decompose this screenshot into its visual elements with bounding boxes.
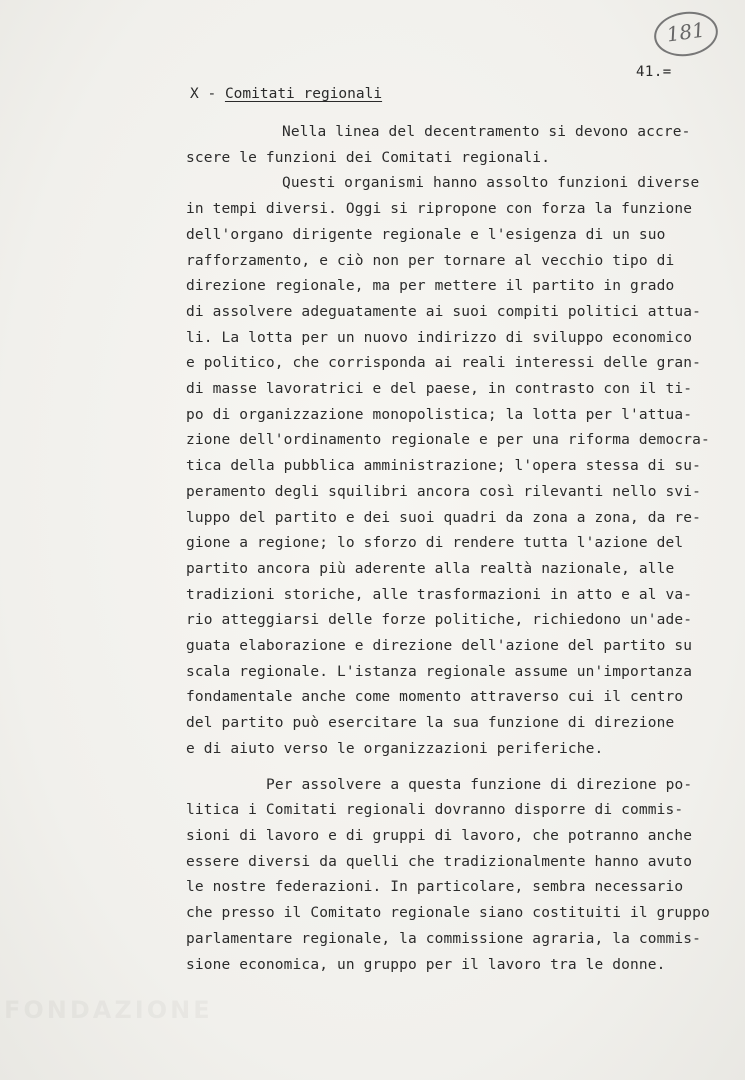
text-line: di masse lavoratrici e del paese, in contrasto con il ti-: [186, 381, 693, 398]
archive-stamp-number: 181: [665, 17, 707, 47]
text-line: in tempi diversi. Oggi si ripropone con forza la funzione: [186, 201, 693, 218]
text-line: sioni di lavoro e di gruppi di lavoro, che potranno anche: [186, 827, 693, 844]
text-line: le nostre federazioni. In particolare, sembra necessario: [186, 879, 684, 896]
text-line: po di organizzazione monopolistica; la lotta per l'attua-: [186, 406, 693, 423]
text-line: peramento degli squilibri ancora così rilevanti nello svi-: [186, 483, 702, 500]
text-line: del partito può esercitare la sua funzione di direzione: [186, 715, 675, 732]
text-line: parlamentare regionale, la commissione agraria, la commis-: [186, 930, 702, 947]
text-line: rio atteggiarsi delle forze politiche, richiedono un'ade-: [186, 612, 693, 629]
text-line: luppo del partito e dei suoi quadri da zona a zona, da re-: [186, 509, 702, 526]
text-line: che presso il Comitato regionale siano costituiti il gruppo: [186, 905, 710, 922]
text-line: gione a regione; lo sforzo di rendere tutta l'azione del: [186, 535, 684, 552]
text-line: essere diversi da quelli che tradizionalmente hanno avuto: [186, 853, 693, 870]
section-number: X -: [190, 86, 217, 102]
text-line: litica i Comitati regionali dovranno disporre di commis-: [186, 802, 684, 819]
text-line: e politico, che corrisponda ai reali interessi delle gran-: [186, 355, 702, 372]
text-line: fondamentale anche come momento attraverso cui il centro: [186, 689, 684, 706]
text-line: Nella linea del decentramento si devono accre-: [282, 124, 691, 140]
page-number: 41.=: [636, 64, 672, 80]
watermark: [4, 996, 213, 1024]
body-text: [186, 120, 716, 978]
text-line: guata elaborazione e direzione dell'azione del partito su: [186, 638, 693, 655]
text-line: li. La lotta per un nuovo indirizzo di sviluppo economico: [186, 329, 693, 346]
text-line: partito ancora più aderente alla realtà nazionale, alle: [186, 560, 675, 577]
section-heading: [190, 86, 382, 102]
section-title: Comitati regionali: [224, 86, 383, 102]
text-line: direzione regionale, ma per mettere il partito in grado: [186, 278, 675, 295]
text-line: scere le funzioni dei Comitati regionali.: [186, 149, 551, 166]
text-line: Per assolvere a questa funzione di direzione po-: [266, 776, 693, 793]
text-line: tica della pubblica amministrazione; l'opera stessa di su-: [186, 458, 702, 475]
text-line: tradizioni storiche, alle trasformazioni in atto e al va-: [186, 586, 693, 603]
archive-stamp: [651, 8, 721, 60]
text-line: e di aiuto verso le organizzazioni periferiche.: [186, 740, 604, 757]
text-line: dell'organo dirigente regionale e l'esigenza di un suo: [186, 226, 666, 243]
text-line: scala regionale. L'istanza regionale assume un'importanza: [186, 663, 693, 680]
text-line: di assolvere adeguatamente ai suoi compiti politici attua-: [186, 303, 702, 320]
text-line: zione dell'ordinamento regionale e per una riforma democra-: [186, 432, 710, 449]
text-line: sione economica, un gruppo per il lavoro tra le donne.: [186, 956, 666, 973]
text-line: Questi organismi hanno assolto funzioni diverse: [282, 175, 700, 192]
text-line: rafforzamento, e ciò non per tornare al vecchio tipo di: [186, 252, 675, 269]
